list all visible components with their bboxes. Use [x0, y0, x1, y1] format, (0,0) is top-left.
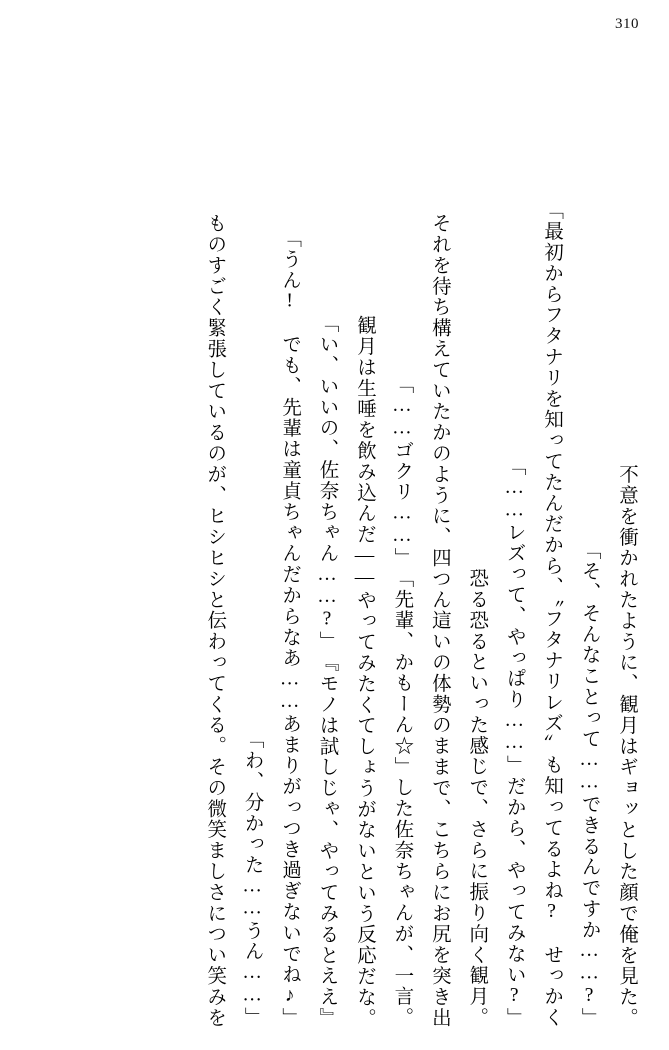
text-line: 「……ゴクリ……」 — [391, 374, 413, 569]
text-line: 「先輩、かもーん☆」 — [391, 568, 413, 778]
text-line: 「わ、分かった……うん……」 — [241, 729, 263, 1028]
text-line: 「最初からフタナリを知ってたんだから、〝フタナリレズ〟も知ってるよね? せっかく — [541, 200, 563, 1028]
text-line: 「うん! でも、先輩は童貞ちゃんだからなあ……あまりがっつき過ぎないでね♪」 — [279, 227, 301, 1028]
text-line: 「い、いいの、佐奈ちゃん……?」 — [316, 312, 338, 652]
page-number: 310 — [615, 16, 639, 32]
text-line: 不意を衝かれたように、観月はギョッとした顔で俺を見た。 — [616, 442, 637, 1028]
text-line: 「そ、そんなことって……できるんですか……?」 — [578, 539, 600, 1028]
page-text-body — [24, 52, 645, 1028]
text-line: それを待ち構えていたかのように、四つん這いの体勢のままで、こちらにお尻を突き出 — [428, 192, 450, 1028]
text-line: 『モノは試しじゃ、やってみるとええ』 — [316, 651, 338, 1028]
text-line: 観月は生唾を飲み込んだ——やってみたくてしょうがないという反応だな。 — [353, 293, 375, 1028]
text-line: 恐る恐るといった感じで、さらに振り向く観月。 — [466, 547, 488, 1028]
text-line: した佐奈ちゃんが、一言。 — [391, 777, 413, 1028]
text-line: ものすごく緊張しているのが、ヒシヒシと伝わってくる。その微笑ましさについ笑みを — [204, 192, 226, 1028]
text-line: 「……レズって、やっぱり……」 — [503, 456, 525, 776]
text-line: だから、やってみない?」 — [503, 775, 525, 1028]
